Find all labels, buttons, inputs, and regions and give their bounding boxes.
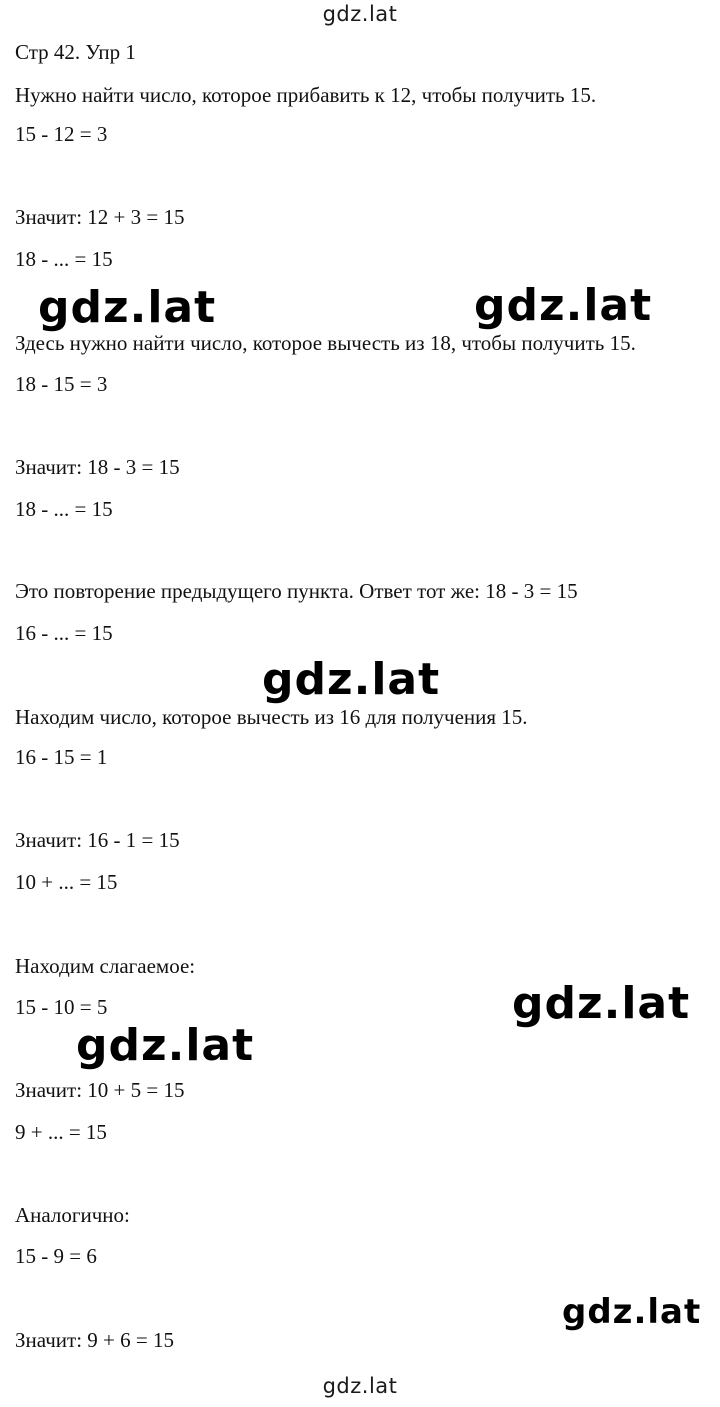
watermark: gdz.lat [474,280,653,331]
equation-line: 9 + ... = 15 [15,1120,107,1144]
equation-line: 15 - 9 = 6 [15,1244,97,1268]
text-line: Находим слагаемое: [15,954,196,978]
equation-line: 18 - ... = 15 [15,247,113,271]
equation-line: 10 + ... = 15 [15,870,118,894]
text-line: Значит: 12 + 3 = 15 [15,205,185,229]
equation-line: 18 - 15 = 3 [15,372,108,396]
text-line: Находим число, которое вычесть из 16 для получения 15. [15,705,528,729]
watermark: gdz.lat [38,282,217,333]
equation-line: 16 - ... = 15 [15,621,113,645]
exercise-title: Стр 42. Упр 1 [15,40,136,64]
equation-line: 15 - 12 = 3 [15,122,108,146]
text-line: Здесь нужно найти число, которое вычесть из 18, чтобы получить 15. [15,331,636,355]
header-watermark: gdz.lat [322,2,398,26]
text-line: Значит: 18 - 3 = 15 [15,455,180,479]
equation-line: 16 - 15 = 1 [15,745,108,769]
footer-watermark: gdz.lat [322,1374,398,1398]
watermark: gdz.lat [512,978,691,1029]
watermark: gdz.lat [262,654,441,705]
equation-line: 15 - 10 = 5 [15,995,108,1019]
watermark: gdz.lat [562,1292,702,1332]
text-line: Это повторение предыдущего пункта. Ответ тот же: 18 - 3 = 15 [15,579,578,603]
text-line: Значит: 9 + 6 = 15 [15,1328,174,1352]
text-line: Значит: 10 + 5 = 15 [15,1078,185,1102]
equation-line: 18 - ... = 15 [15,497,113,521]
text-line: Значит: 16 - 1 = 15 [15,828,180,852]
watermark: gdz.lat [76,1020,255,1071]
text-line: Аналогично: [15,1203,130,1227]
text-line: Нужно найти число, которое прибавить к 12, чтобы получить 15. [15,83,597,107]
